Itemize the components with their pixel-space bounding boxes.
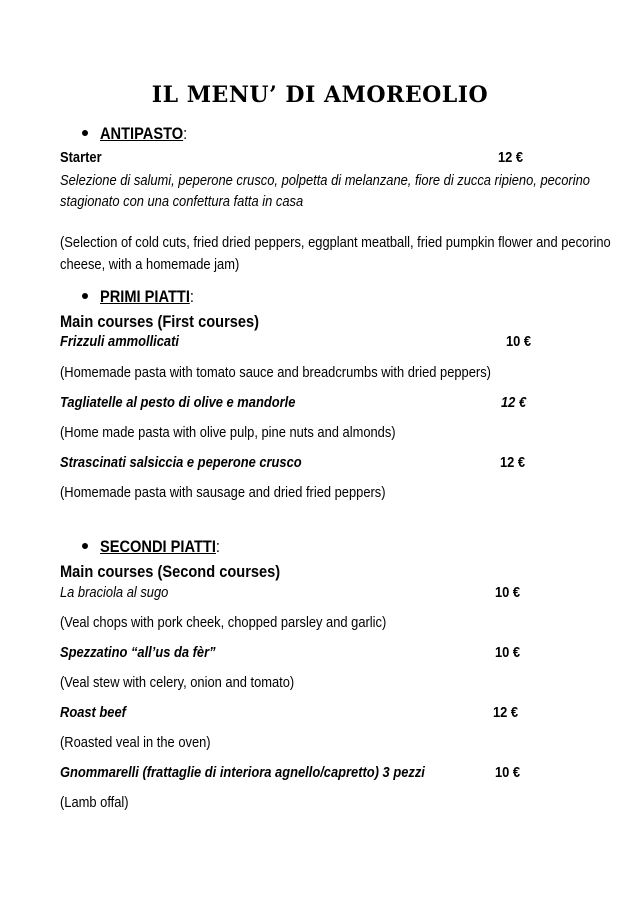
bullet-icon (82, 130, 88, 136)
dish-description: (Roasted veal in the oven) (60, 734, 211, 751)
section-title: ANTIPASTO (100, 124, 184, 143)
section-secondi-piatti: SECONDI PIATTI: (82, 537, 239, 557)
dish-name: Roast beef (60, 704, 126, 721)
dish-price: 10 € (495, 764, 521, 781)
bullet-icon (82, 293, 88, 299)
dish-name: Tagliatelle al pesto di olive e mandorle (60, 394, 296, 411)
dish-price: 12 € (493, 704, 519, 721)
section-antipasto: ANTIPASTO: (82, 124, 201, 144)
dish-price: 12 € (500, 454, 526, 471)
antipasto-description-it: Selezione di salumi, peperone crusco, polpetta di melanzane, fiore di zucca ripieno, pecorino stagionato con una confettura fatta in casa (60, 172, 590, 210)
menu-title: IL MENU’ DI AMOREOLIO (151, 82, 489, 108)
dish-price: 12 € (501, 394, 527, 411)
dish-name: La braciola al sugo (60, 584, 169, 601)
antipasto-subheading: Starter (60, 149, 102, 166)
section-title: PRIMI PIATTI (100, 287, 190, 306)
dish-description: (Lamb offal) (60, 794, 129, 811)
section-primi-piatti: PRIMI PIATTI: (82, 287, 209, 307)
antipasto-price: 12 € (498, 149, 524, 166)
dish-name: Frizzuli ammollicati (60, 333, 180, 350)
bullet-icon (82, 543, 88, 549)
dish-description: (Homemade pasta with sausage and dried fried peppers) (60, 484, 386, 501)
dish-name: Gnommarelli (frattaglie di interiora agnello/capretto) 3 pezzi (60, 764, 425, 781)
dish-description: (Veal stew with celery, onion and tomato) (60, 674, 295, 691)
section-title: SECONDI PIATTI (100, 537, 216, 556)
dish-price: 10 € (495, 584, 521, 601)
dish-description: (Veal chops with pork cheek, chopped parsley and garlic) (60, 614, 387, 631)
dish-price: 10 € (506, 333, 532, 350)
dish-name: Spezzatino “all’us da fèr” (60, 644, 216, 661)
dish-price: 10 € (495, 644, 521, 661)
antipasto-description-en: (Selection of cold cuts, fried dried peppers, eggplant meatball, fried pumpkin flower and pecorino cheese, with a homemade jam) (60, 234, 611, 273)
dish-description: (Home made pasta with olive pulp, pine nuts and almonds) (60, 424, 396, 441)
dish-description: (Homemade pasta with tomato sauce and breadcrumbs with dried peppers) (60, 364, 491, 381)
secondi-subheading: Main courses (Second courses) (60, 562, 281, 581)
primi-subheading: Main courses (First courses) (60, 312, 260, 331)
dish-name: Strascinati salsiccia e peperone crusco (60, 454, 302, 471)
